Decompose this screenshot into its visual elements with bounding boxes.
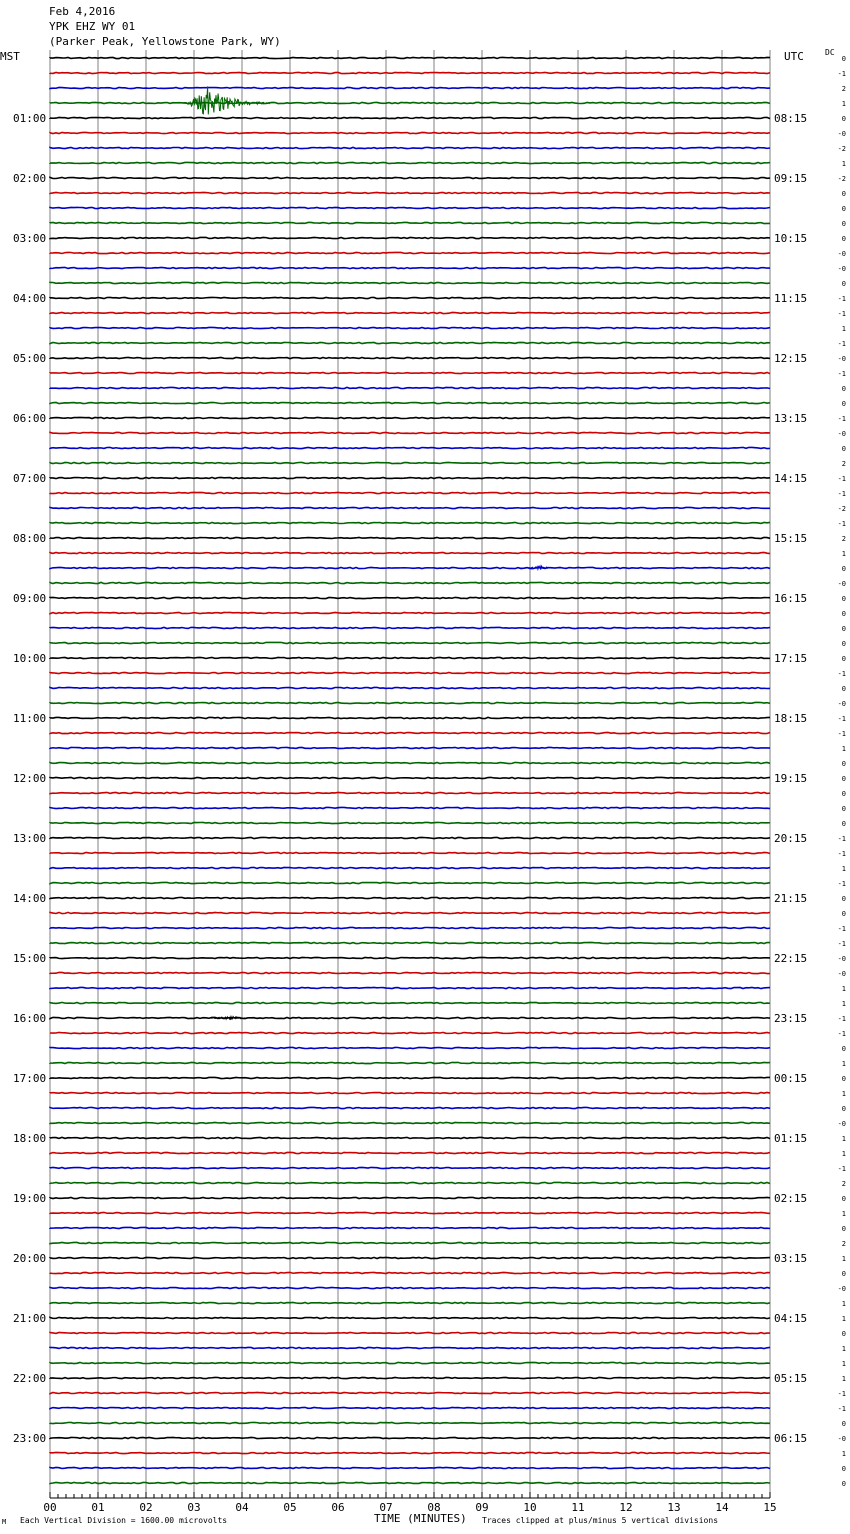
hour-label-utc: 06:15: [774, 1432, 808, 1445]
trace-18: [50, 327, 770, 328]
dc-offset: -0: [837, 130, 846, 138]
trace-61: [50, 972, 770, 973]
hour-label-mst: 08:00: [13, 532, 47, 545]
dc-offset: -0: [837, 700, 846, 708]
dc-offset: 1: [841, 865, 846, 873]
trace-83: [50, 1302, 770, 1303]
trace-5: [50, 132, 770, 133]
hour-label-mst: 14:00: [13, 892, 47, 905]
trace-66: [50, 1047, 770, 1048]
trace-90: [50, 1407, 770, 1408]
trace-47: [50, 762, 770, 763]
hour-label-utc: 19:15: [774, 772, 808, 785]
dc-offset: 1: [841, 985, 846, 993]
x-tick-label: 02: [139, 1501, 153, 1514]
trace-6: [50, 147, 770, 148]
dc-offset: -1: [837, 1165, 846, 1173]
header-location: (Parker Peak, Yellowstone Park, WY): [49, 35, 281, 48]
trace-46: [50, 747, 770, 748]
trace-21: [50, 372, 770, 373]
dc-offset: 1: [841, 1315, 846, 1323]
dc-offset: -0: [837, 265, 846, 273]
hour-label-utc: 21:15: [774, 892, 808, 905]
dc-offset: 1: [841, 1255, 846, 1263]
trace-93: [50, 1452, 770, 1453]
dc-offset: 0: [841, 895, 846, 903]
dc-offset: 0: [841, 820, 846, 828]
trace-11: [50, 222, 770, 223]
hour-label-utc: 14:15: [774, 472, 808, 485]
axis-title: TIME (MINUTES): [374, 1512, 467, 1525]
x-tick-label: 01: [91, 1501, 105, 1514]
trace-65: [50, 1032, 770, 1033]
trace-79: [50, 1242, 770, 1243]
dc-offset: 0: [841, 445, 846, 453]
trace-43: [50, 702, 770, 703]
trace-29: [50, 492, 770, 493]
x-tick-label: 15: [763, 1501, 777, 1514]
hour-label-mst: 07:00: [13, 472, 47, 485]
hour-label-utc: 23:15: [774, 1012, 808, 1025]
trace-51: [50, 822, 770, 823]
dc-offset: -1: [837, 1405, 846, 1413]
dc-offset: 1: [841, 1090, 846, 1098]
trace-35: [50, 582, 770, 583]
trace-19: [50, 342, 770, 343]
dc-offset: 0: [841, 625, 846, 633]
dc-offset: 1: [841, 550, 846, 558]
dc-offset: 0: [841, 280, 846, 288]
hour-label-mst: 02:00: [13, 172, 47, 185]
dc-offset: -0: [837, 1120, 846, 1128]
trace-75: [50, 1182, 770, 1183]
trace-78: [50, 1227, 770, 1228]
dc-label: DC: [825, 48, 835, 57]
hour-label-utc: 09:15: [774, 172, 808, 185]
trace-17: [50, 312, 770, 313]
x-tick-label: 03: [187, 1501, 201, 1514]
trace-85: [50, 1332, 770, 1333]
dc-offset: 0: [841, 205, 846, 213]
hour-label-utc: 02:15: [774, 1192, 808, 1205]
trace-22: [50, 387, 770, 388]
hour-label-mst: 10:00: [13, 652, 47, 665]
dc-offset: -2: [837, 145, 846, 153]
hour-label-mst: 16:00: [13, 1012, 47, 1025]
hour-label-utc: 17:15: [774, 652, 808, 665]
dc-offset: -0: [837, 580, 846, 588]
trace-86: [50, 1347, 770, 1348]
trace-92: [50, 1437, 770, 1438]
trace-57: [50, 912, 770, 913]
dc-offset: 1: [841, 1345, 846, 1353]
trace-14: [50, 267, 770, 268]
trace-50: [50, 807, 770, 808]
trace-24: [50, 417, 770, 418]
dc-offset: 0: [841, 115, 846, 123]
dc-offset: -2: [837, 175, 846, 183]
dc-offset: 0: [841, 775, 846, 783]
dc-offset: -1: [837, 520, 846, 528]
dc-offset: -1: [837, 1015, 846, 1023]
trace-44: [50, 717, 770, 718]
hour-label-utc: 01:15: [774, 1132, 808, 1145]
trace-0: [50, 57, 770, 58]
dc-offset: 1: [841, 1360, 846, 1368]
dc-offset: 0: [841, 190, 846, 198]
dc-offset: 1: [841, 1375, 846, 1383]
trace-91: [50, 1422, 770, 1423]
x-tick-label: 09: [475, 1501, 489, 1514]
hour-label-mst: 11:00: [13, 712, 47, 725]
trace-30: [50, 507, 770, 508]
x-tick-label: 06: [331, 1501, 345, 1514]
dc-offset: -1: [837, 670, 846, 678]
dc-offset: -0: [837, 430, 846, 438]
hour-label-mst: 13:00: [13, 832, 47, 845]
dc-offset: 0: [841, 235, 846, 243]
dc-offset: 1: [841, 1210, 846, 1218]
hour-label-utc: 22:15: [774, 952, 808, 965]
dc-offset: 0: [841, 610, 846, 618]
trace-95: [50, 1482, 770, 1483]
trace-54: [50, 867, 770, 868]
trace-34: [50, 567, 770, 568]
trace-82: [50, 1287, 770, 1288]
trace-9: [50, 192, 770, 193]
dc-offset: 2: [841, 1240, 846, 1248]
dc-offset: 0: [841, 220, 846, 228]
trace-59: [50, 942, 770, 943]
x-tick-label: 12: [619, 1501, 633, 1514]
trace-62: [50, 987, 770, 988]
dc-offset: 0: [841, 1465, 846, 1473]
dc-offset: 2: [841, 460, 846, 468]
trace-36: [50, 597, 770, 598]
trace-2: [50, 87, 770, 88]
trace-94: [50, 1467, 770, 1468]
dc-offset: -0: [837, 355, 846, 363]
x-tick-label: 10: [523, 1501, 537, 1514]
dc-offset: -1: [837, 730, 846, 738]
trace-10: [50, 207, 770, 208]
trace-41: [50, 672, 770, 673]
dc-offset: 0: [841, 385, 846, 393]
x-tick-label: 05: [283, 1501, 297, 1514]
dc-offset: 1: [841, 325, 846, 333]
dc-offset: -1: [837, 370, 846, 378]
trace-49: [50, 792, 770, 793]
dc-offset: 0: [841, 1330, 846, 1338]
trace-26: [50, 447, 770, 448]
dc-offset: -1: [837, 490, 846, 498]
dc-offset: 2: [841, 1180, 846, 1188]
hour-label-mst: 20:00: [13, 1252, 47, 1265]
dc-offset: -1: [837, 940, 846, 948]
dc-offset: 0: [841, 910, 846, 918]
trace-87: [50, 1362, 770, 1363]
trace-39: [50, 642, 770, 643]
trace-28: [50, 477, 770, 478]
dc-offset: 0: [841, 1270, 846, 1278]
trace-3: [50, 102, 770, 103]
hour-label-mst: 17:00: [13, 1072, 47, 1085]
trace-12: [50, 237, 770, 238]
hour-label-utc: 05:15: [774, 1372, 808, 1385]
trace-27: [50, 462, 770, 463]
hour-label-mst: 23:00: [13, 1432, 47, 1445]
dc-offset: -1: [837, 295, 846, 303]
x-tick-label: 08: [427, 1501, 441, 1514]
right-zone-label: UTC: [784, 50, 804, 63]
hour-label-utc: 13:15: [774, 412, 808, 425]
trace-69: [50, 1092, 770, 1093]
dc-offset: 0: [841, 685, 846, 693]
hour-label-mst: 03:00: [13, 232, 47, 245]
trace-45: [50, 732, 770, 733]
trace-4: [50, 117, 770, 118]
trace-70: [50, 1107, 770, 1108]
trace-76: [50, 1197, 770, 1198]
trace-89: [50, 1392, 770, 1393]
trace-68: [50, 1077, 770, 1078]
hour-label-utc: 00:15: [774, 1072, 808, 1085]
dc-offset: 0: [841, 640, 846, 648]
trace-53: [50, 852, 770, 853]
trace-16: [50, 297, 770, 298]
dc-offset: 0: [841, 655, 846, 663]
dc-offset: 1: [841, 745, 846, 753]
trace-8: [50, 177, 770, 178]
trace-37: [50, 612, 770, 613]
dc-offset: 1: [841, 100, 846, 108]
dc-offset: -0: [837, 970, 846, 978]
trace-23: [50, 402, 770, 403]
dc-offset: 0: [841, 55, 846, 63]
dc-offset: 1: [841, 1450, 846, 1458]
dc-offset: -1: [837, 415, 846, 423]
trace-84: [50, 1317, 770, 1318]
x-tick-label: 14: [715, 1501, 729, 1514]
dc-offset: 0: [841, 565, 846, 573]
hour-label-utc: 03:15: [774, 1252, 808, 1265]
trace-15: [50, 282, 770, 283]
hour-label-mst: 06:00: [13, 412, 47, 425]
corner-mark: M: [2, 1518, 7, 1526]
dc-offset: -0: [837, 955, 846, 963]
hour-label-mst: 05:00: [13, 352, 47, 365]
dc-offset: 1: [841, 1060, 846, 1068]
dc-offset: 0: [841, 1105, 846, 1113]
hour-label-mst: 01:00: [13, 112, 47, 125]
trace-42: [50, 687, 770, 688]
dc-offset: 1: [841, 1300, 846, 1308]
trace-20: [50, 357, 770, 358]
trace-71: [50, 1122, 770, 1123]
dc-offset: 1: [841, 1150, 846, 1158]
hour-label-utc: 15:15: [774, 532, 808, 545]
trace-56: [50, 897, 770, 898]
trace-80: [50, 1257, 770, 1258]
hour-label-utc: 11:15: [774, 292, 808, 305]
dc-offset: 0: [841, 1195, 846, 1203]
x-tick-label: 04: [235, 1501, 249, 1514]
dc-offset: -1: [837, 475, 846, 483]
dc-offset: 0: [841, 595, 846, 603]
dc-offset: -1: [837, 850, 846, 858]
dc-offset: -1: [837, 835, 846, 843]
trace-52: [50, 837, 770, 838]
trace-55: [50, 882, 770, 883]
trace-72: [50, 1137, 770, 1138]
x-tick-label: 13: [667, 1501, 681, 1514]
trace-1: [50, 72, 770, 73]
dc-offset: -1: [837, 1390, 846, 1398]
dc-offset: 2: [841, 535, 846, 543]
hour-label-utc: 20:15: [774, 832, 808, 845]
dc-offset: 0: [841, 1225, 846, 1233]
trace-32: [50, 537, 770, 538]
dc-offset: -0: [837, 1285, 846, 1293]
trace-73: [50, 1152, 770, 1153]
dc-offset: 0: [841, 760, 846, 768]
hour-label-mst: 21:00: [13, 1312, 47, 1325]
dc-offset: -1: [837, 880, 846, 888]
hour-label-mst: 04:00: [13, 292, 47, 305]
trace-63: [50, 1002, 770, 1003]
hour-label-mst: 09:00: [13, 592, 47, 605]
trace-48: [50, 777, 770, 778]
hour-label-mst: 19:00: [13, 1192, 47, 1205]
trace-33: [50, 552, 770, 553]
dc-offset: 0: [841, 1420, 846, 1428]
dc-offset: 0: [841, 1480, 846, 1488]
dc-offset: -0: [837, 250, 846, 258]
dc-offset: 0: [841, 1075, 846, 1083]
trace-25: [50, 432, 770, 433]
dc-offset: 1: [841, 1135, 846, 1143]
dc-offset: -0: [837, 1435, 846, 1443]
hour-label-mst: 15:00: [13, 952, 47, 965]
dc-offset: 0: [841, 400, 846, 408]
hour-label-mst: 12:00: [13, 772, 47, 785]
dc-offset: -1: [837, 70, 846, 78]
trace-67: [50, 1062, 770, 1063]
trace-60: [50, 957, 770, 958]
dc-offset: 2: [841, 85, 846, 93]
dc-offset: -2: [837, 505, 846, 513]
dc-offset: -1: [837, 1030, 846, 1038]
hour-label-mst: 18:00: [13, 1132, 47, 1145]
dc-offset: 1: [841, 1000, 846, 1008]
hour-label-utc: 16:15: [774, 592, 808, 605]
trace-38: [50, 627, 770, 628]
dc-offset: 0: [841, 805, 846, 813]
dc-offset: 1: [841, 160, 846, 168]
dc-offset: 0: [841, 790, 846, 798]
trace-13: [50, 252, 770, 253]
trace-77: [50, 1212, 770, 1213]
trace-74: [50, 1167, 770, 1168]
trace-58: [50, 927, 770, 928]
hour-label-utc: 12:15: [774, 352, 808, 365]
x-tick-label: 00: [43, 1501, 57, 1514]
left-zone-label: MST: [0, 50, 20, 63]
trace-64: [50, 1017, 770, 1018]
dc-offset: -1: [837, 715, 846, 723]
dc-offset: -1: [837, 310, 846, 318]
trace-31: [50, 522, 770, 523]
hour-label-mst: 22:00: [13, 1372, 47, 1385]
hour-label-utc: 04:15: [774, 1312, 808, 1325]
x-tick-label: 11: [571, 1501, 585, 1514]
hour-label-utc: 18:15: [774, 712, 808, 725]
header-station: YPK EHZ WY 01: [49, 20, 136, 33]
scale-note: Each Vertical Division = 1600.00 microvolts: [20, 1516, 228, 1525]
hour-label-utc: 10:15: [774, 232, 808, 245]
dc-offset: 0: [841, 1045, 846, 1053]
dc-offset: -1: [837, 925, 846, 933]
x-tick-label: 07: [379, 1501, 393, 1514]
trace-88: [50, 1377, 770, 1378]
event-0: [180, 86, 271, 114]
trace-7: [50, 162, 770, 163]
clip-note: Traces clipped at plus/minus 5 vertical divisions: [482, 1516, 719, 1525]
trace-81: [50, 1272, 770, 1273]
event-1: [520, 566, 568, 570]
dc-offset: -1: [837, 340, 846, 348]
hour-label-utc: 08:15: [774, 112, 808, 125]
trace-40: [50, 657, 770, 658]
header-date: Feb 4,2016: [49, 5, 116, 18]
